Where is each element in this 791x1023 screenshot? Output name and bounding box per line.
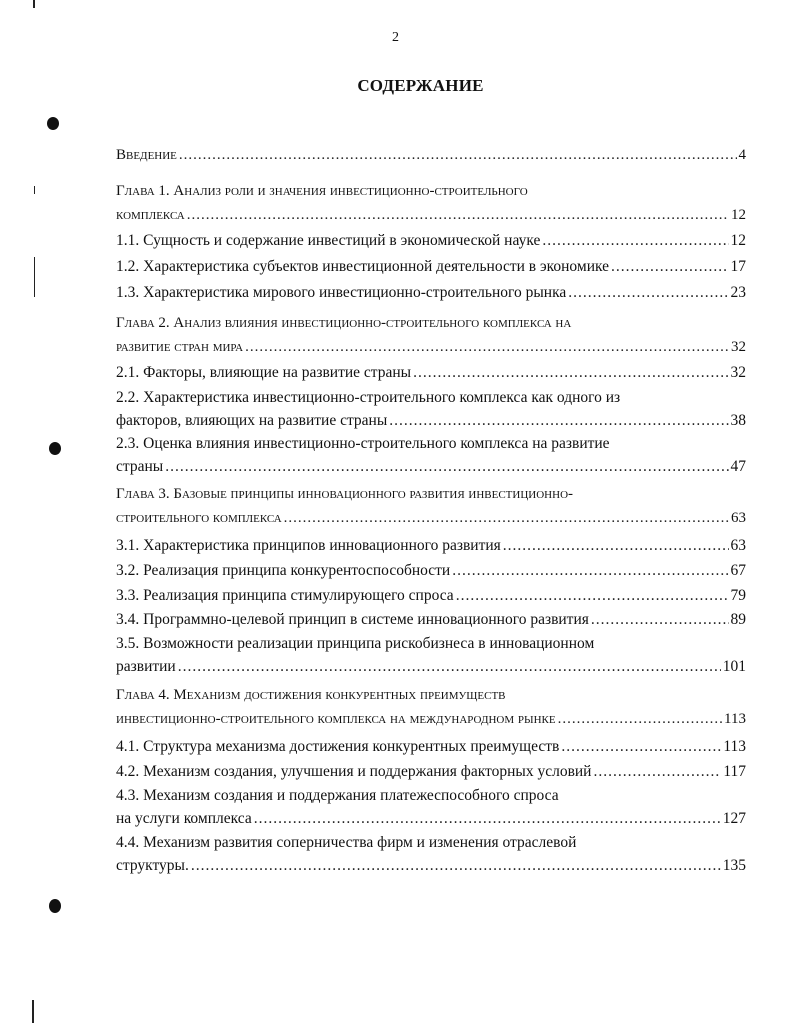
entry-title: 4.1. Структура механизма достижения конкурентных преимуществ [116,738,560,755]
binding-hole-mark [47,117,59,130]
entry-page: 127 [722,810,746,827]
scan-edge-mark [34,186,35,194]
toc-entry-1-2 [116,255,746,278]
entry-title: Введение [116,147,177,163]
entry-title: Глава 1. Анализ роли и значения инвестиционно-строительного [116,183,528,199]
scan-edge-mark [34,257,35,297]
toc-entry-chapter-2 [116,311,746,359]
entry-title: Глава 2. Анализ влияния инвестиционно-строительного комплекса на [116,315,572,331]
entry-page: 32 [730,364,746,381]
toc-entry-3-5 [116,632,746,678]
entry-title: 4.4. Механизм развития соперничества фирм и изменения отраслевой [116,834,577,851]
entry-page: 117 [723,763,746,780]
toc-entry-introduction [116,143,746,167]
entry-page: 4 [738,147,746,163]
binding-hole-mark [49,442,61,455]
entry-title: 3.1. Характеристика принципов инновационного развития [116,537,501,554]
entry-page: 63 [731,510,746,526]
entry-page: 12 [731,207,746,223]
entry-page: 38 [730,412,746,429]
entry-title: 2.3. Оценка влияния инвестиционно-строительного комплекса на развитие [116,435,610,452]
toc-entry-1-1 [116,229,746,252]
toc-entry-4-4 [116,831,746,877]
toc-entry-3-3 [116,584,746,607]
entry-title-cont: структуры. [116,857,189,874]
entry-title: 2.2. Характеристика инвестиционно-строительного комплекса как одного из [116,389,621,406]
toc-title: СОДЕРЖАНИЕ [357,76,484,95]
toc-entry-4-3 [116,784,746,830]
entry-title: 3.2. Реализация принципа конкурентоспособности [116,562,451,579]
entry-page: 113 [724,711,746,727]
entry-title-cont: развитие стран мира [116,339,244,355]
toc-entry-3-1 [116,534,746,557]
entry-title: 4.3. Механизм создания и поддержания платежеспособного спроса [116,787,559,804]
entry-page: 32 [731,339,746,355]
entry-page: 23 [730,284,746,301]
toc-entry-chapter-1 [116,179,746,227]
entry-title-cont: инвестиционно-строительного комплекса на международном рынке [116,711,556,727]
toc-entry-chapter-4 [116,683,746,731]
toc-entry-chapter-3 [116,482,746,530]
entry-page: 101 [722,658,746,675]
entry-page: 79 [730,587,746,604]
entry-page: 67 [730,562,746,579]
toc-entry-3-4 [116,608,746,631]
toc-entry-2-2 [116,386,746,432]
entry-page: 113 [723,738,746,755]
entry-title-cont: строительного комплекса [116,510,282,526]
entry-title: 1.1. Сущность и содержание инвестиций в экономической науке [116,232,541,249]
entry-page: 17 [730,258,746,275]
entry-title: 3.5. Возможности реализации принципа рискобизнеса в инновационном [116,635,595,652]
entry-page: 135 [722,857,746,874]
entry-page: 63 [730,537,746,554]
entry-title: 2.1. Факторы, влияющие на развитие страны [116,364,412,381]
toc-entry-1-3 [116,281,746,304]
scan-edge-mark [32,1000,34,1023]
entry-title-cont: развитии [116,658,176,675]
toc-entry-2-3 [116,432,746,478]
toc-entry-4-1 [116,735,746,758]
entry-title-cont: на услуги комплекса [116,810,252,827]
entry-title: 3.3. Реализация принципа стимулирующего спроса [116,587,454,604]
entry-page: 47 [730,458,746,475]
entry-title: 4.2. Механизм создания, улучшения и поддержания факторных условий [116,763,592,780]
scan-edge-mark [33,0,35,8]
page-number: 2 [392,30,399,45]
entry-page: 12 [730,232,746,249]
entry-page: 89 [730,611,746,628]
entry-title: Глава 4. Механизм достижения конкурентных преимуществ [116,687,506,703]
toc-entry-3-2 [116,559,746,582]
entry-title: 1.3. Характеристика мирового инвестиционно-строительного рынка [116,284,567,301]
entry-title: Глава 3. Базовые принципы инновационного развития инвестиционно- [116,486,574,502]
entry-title-cont: страны [116,458,164,475]
toc-entry-4-2 [116,760,746,783]
toc-entry-2-1 [116,361,746,384]
binding-hole-mark [49,899,61,913]
entry-title-cont: факторов, влияющих на развитие страны [116,412,388,429]
entry-title-cont: комплекса [116,207,185,223]
entry-title: 1.2. Характеристика субъектов инвестиционной деятельности в экономике [116,258,610,275]
entry-title: 3.4. Программно-целевой принцип в системе инновационного развития [116,611,589,628]
